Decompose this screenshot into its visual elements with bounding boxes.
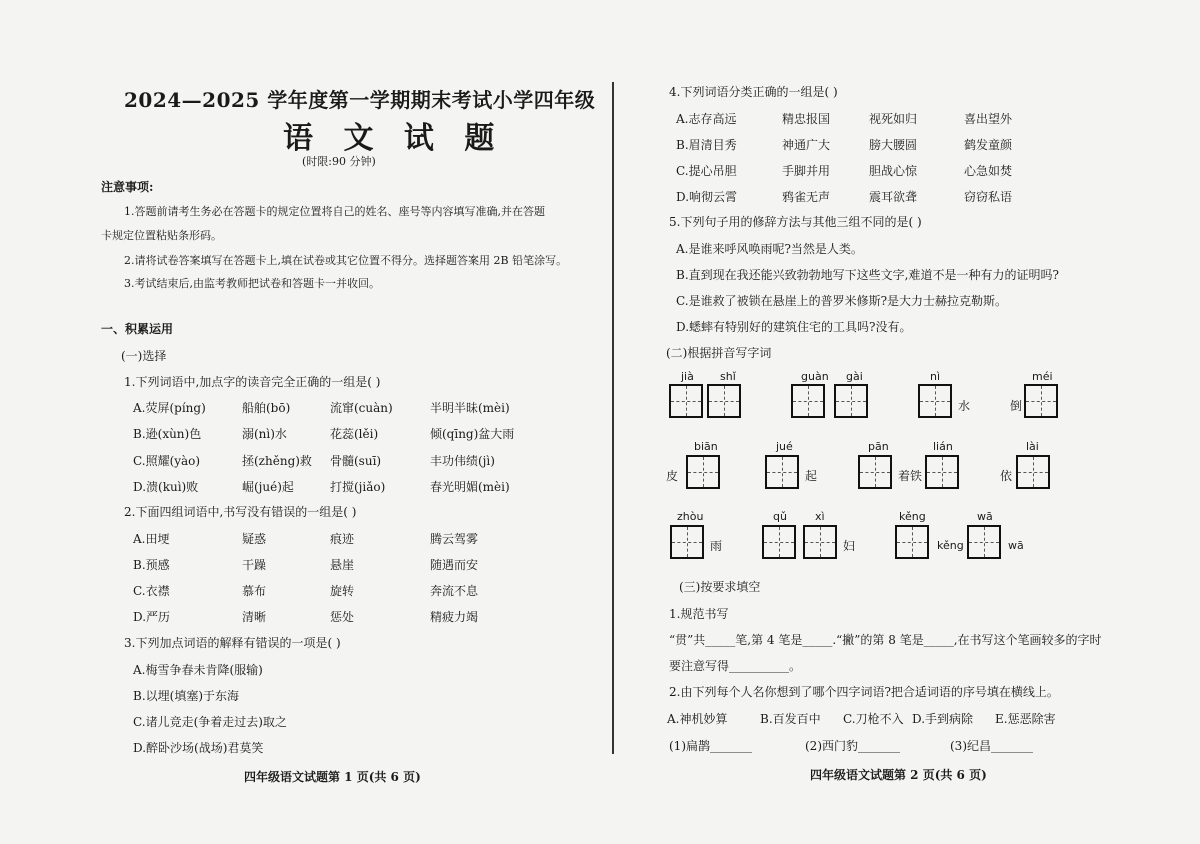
q1-d-3: 打搅(jiǎo): [330, 480, 386, 494]
pinyin-label: kěng: [899, 510, 926, 523]
q4-c-3: 胆战心惊: [869, 164, 918, 178]
pinyin-label: lài: [1026, 440, 1039, 453]
idiom-blank-3[interactable]: (3)纪昌_______: [950, 739, 1033, 753]
q-write-line-1: “贯”共_____笔,第 4 笔是_____.“撇”的第 8 笔是_____,在书写这个笔画较多的字时: [669, 633, 1102, 647]
q2-b-4: 随遇而安: [430, 558, 479, 572]
left-footer: 四年级语文试题第 1 页(共 6 页): [244, 770, 421, 784]
pinyin-label: gài: [846, 370, 863, 383]
q5-c: C.是谁救了被锁在悬崖上的普罗米修斯?是大力士赫拉克勒斯。: [676, 294, 1008, 308]
q1-c-3: 骨髓(suī): [330, 454, 382, 468]
page-divider: [612, 82, 614, 754]
q1-a-1: A.荧屏(píng): [133, 401, 206, 415]
q2-c-4: 奔流不息: [430, 584, 479, 598]
q3-b: B.以埋(填塞)于东海: [133, 689, 239, 703]
q1-b-4: 倾(qīng)盆大雨: [430, 427, 515, 441]
q-write-heading: 1.规范书写: [669, 607, 729, 621]
pinyin-label: nì: [930, 370, 941, 383]
page-subtitle: 语 文 试 题: [283, 121, 505, 156]
q2-a-2: 疑惑: [242, 532, 267, 546]
given-character: 依: [1000, 469, 1013, 483]
q4-d-3: 震耳欲聋: [869, 190, 918, 204]
q1-a-4: 半明半昧(mèi): [430, 401, 510, 415]
q2-d-2: 清晰: [242, 610, 267, 624]
q3-d: D.醉卧沙场(战场)君莫笑: [133, 741, 264, 755]
q1-c-4: 丰功伟绩(jì): [430, 454, 495, 468]
pinyin-label: wā: [1008, 539, 1024, 552]
q1-c-1: C.照耀(yào): [133, 454, 201, 468]
given-character: 雨: [710, 539, 723, 553]
character-box[interactable]: [762, 525, 796, 559]
character-box[interactable]: [669, 384, 703, 418]
q2-b-1: B.预感: [133, 558, 170, 572]
idiom-option-d: D.手到病除: [912, 712, 974, 726]
pinyin-label: jià: [681, 370, 694, 383]
subsection-choice: (一)选择: [121, 349, 167, 363]
q2-a-4: 腾云驾雾: [430, 532, 479, 546]
q3-stem: 3.下列加点词语的解释有错误的一项是( ): [124, 636, 341, 650]
time-limit: (时限:90 分钟): [302, 155, 376, 168]
q2-a-1: A.田埂: [133, 532, 170, 546]
right-footer: 四年级语文试题第 2 页(共 6 页): [810, 768, 987, 782]
q4-a-4: 喜出望外: [964, 112, 1013, 126]
notice-1a: 1.答题前请考生务必在答题卡的规定位置将自己的姓名、座号等内容填写准确,并在答题: [124, 205, 545, 218]
character-box[interactable]: [834, 384, 868, 418]
pinyin-label: guàn: [801, 370, 829, 383]
q2-c-2: 慕布: [242, 584, 267, 598]
given-character: 妇: [843, 539, 856, 553]
q4-d-2: 鸦雀无声: [782, 190, 831, 204]
notice-1b: 卡规定位置粘贴条形码。: [101, 229, 222, 242]
pinyin-label: shǐ: [720, 370, 736, 383]
character-box[interactable]: [925, 455, 959, 489]
character-box[interactable]: [791, 384, 825, 418]
notice-3: 3.考试结束后,由监考教师把试卷和答题卡一并收回。: [124, 277, 380, 290]
character-box[interactable]: [858, 455, 892, 489]
pinyin-label: pān: [868, 440, 889, 453]
idiom-blank-2[interactable]: (2)西门豹_______: [805, 739, 900, 753]
idiom-option-b: B.百发百中: [760, 712, 821, 726]
character-box[interactable]: [1016, 455, 1050, 489]
q5-a: A.是谁来呼风唤雨呢?当然是人类。: [676, 242, 863, 256]
pinyin-label: jué: [776, 440, 793, 453]
character-box[interactable]: [765, 455, 799, 489]
pinyin-label: kěng: [937, 539, 964, 552]
q4-b-3: 膀大腰圆: [869, 138, 918, 152]
given-character: 皮: [666, 469, 679, 483]
q4-c-1: C.提心吊胆: [676, 164, 737, 178]
idiom-option-a: A.神机妙算: [667, 712, 728, 726]
q4-b-4: 鹤发童颜: [964, 138, 1013, 152]
given-character: 着铁: [898, 469, 923, 483]
pinyin-label: méi: [1032, 370, 1053, 383]
q1-d-1: D.溃(kuì)败: [133, 480, 199, 494]
character-box[interactable]: [686, 455, 720, 489]
q1-b-3: 花蕊(lěi): [330, 427, 379, 441]
pinyin-label: qǔ: [773, 510, 787, 523]
character-box[interactable]: [967, 525, 1001, 559]
notice-heading: 注意事项:: [101, 180, 154, 194]
q2-d-3: 惩处: [330, 610, 355, 624]
q1-d-4: 春光明媚(mèi): [430, 480, 510, 494]
q5-d: D.蟋蟀有特别好的建筑住宅的工具吗?没有。: [676, 320, 912, 334]
section-1-heading: 一、积累运用: [101, 322, 174, 336]
idiom-option-e: E.惩恶除害: [995, 712, 1056, 726]
q4-b-1: B.眉清目秀: [676, 138, 737, 152]
given-character: 倒: [1010, 399, 1023, 413]
q-write-line-2: 要注意写得__________。: [669, 659, 802, 673]
pinyin-label: zhòu: [677, 510, 704, 523]
q-idiom-stem: 2.由下列每个人名你想到了哪个四字词语?把合适词语的序号填在横线上。: [669, 685, 1059, 699]
character-box[interactable]: [1024, 384, 1058, 418]
q5-b: B.直到现在我还能兴致勃勃地写下这些文字,难道不是一种有力的证明吗?: [676, 268, 1059, 282]
pinyin-label: xì: [815, 510, 825, 523]
pinyin-label: wā: [977, 510, 993, 523]
character-box[interactable]: [670, 525, 704, 559]
q3-a: A.梅雪争春未肯降(服输): [133, 663, 263, 677]
q4-c-2: 手脚并用: [782, 164, 831, 178]
subsection-fill: (三)按要求填空: [679, 580, 761, 594]
character-box[interactable]: [803, 525, 837, 559]
q2-a-3: 痕迹: [330, 532, 355, 546]
q3-c: C.诸儿竞走(争着走过去)取之: [133, 715, 287, 729]
given-character: 起: [805, 469, 818, 483]
q2-d-4: 精疲力竭: [430, 610, 479, 624]
q4-d-4: 窃窃私语: [964, 190, 1013, 204]
q1-a-3: 流窜(cuàn): [330, 401, 393, 415]
character-box[interactable]: [918, 384, 952, 418]
character-box[interactable]: [895, 525, 929, 559]
q1-b-1: B.逊(xùn)色: [133, 427, 202, 441]
exam-title: 2024—2025 学年度第一学期期末考试小学四年级: [124, 88, 596, 112]
notice-2: 2.请将试卷答案填写在答题卡上,填在试卷或其它位置不得分。选择题答案用 2B 铅笔涂写。: [124, 254, 568, 267]
q1-b-2: 溺(nì)水: [242, 427, 287, 441]
q4-a-1: A.志存高远: [676, 112, 737, 126]
q2-stem: 2.下面四组词语中,书写没有错误的一组是( ): [124, 505, 357, 519]
q4-b-2: 神通广大: [782, 138, 831, 152]
q2-b-3: 悬崖: [330, 558, 355, 572]
q2-d-1: D.严历: [133, 610, 171, 624]
q5-stem: 5.下列句子用的修辞方法与其他三组不同的是( ): [669, 215, 922, 229]
character-box[interactable]: [707, 384, 741, 418]
pinyin-label: biān: [694, 440, 718, 453]
q2-c-1: C.衣襟: [133, 584, 170, 598]
idiom-option-c: C.刀枪不入: [843, 712, 904, 726]
q4-a-3: 视死如归: [869, 112, 918, 126]
q4-d-1: D.响彻云霄: [676, 190, 738, 204]
q1-stem: 1.下列词语中,加点字的读音完全正确的一组是( ): [124, 375, 381, 389]
q2-b-2: 干躁: [242, 558, 267, 572]
q4-a-2: 精忠报国: [782, 112, 831, 126]
q1-a-2: 船舶(bō): [242, 401, 291, 415]
pinyin-label: lián: [933, 440, 953, 453]
q4-stem: 4.下列词语分类正确的一组是( ): [669, 85, 838, 99]
q1-c-2: 拯(zhěng)救: [242, 454, 312, 468]
subsection-pinyin: (二)根据拼音写字词: [666, 346, 772, 360]
q4-c-4: 心急如焚: [964, 164, 1013, 178]
q1-d-2: 崛(jué)起: [242, 480, 294, 494]
idiom-blank-1[interactable]: (1)扁鹊_______: [669, 739, 752, 753]
q2-c-3: 旋转: [330, 584, 355, 598]
given-character: 水: [958, 399, 971, 413]
